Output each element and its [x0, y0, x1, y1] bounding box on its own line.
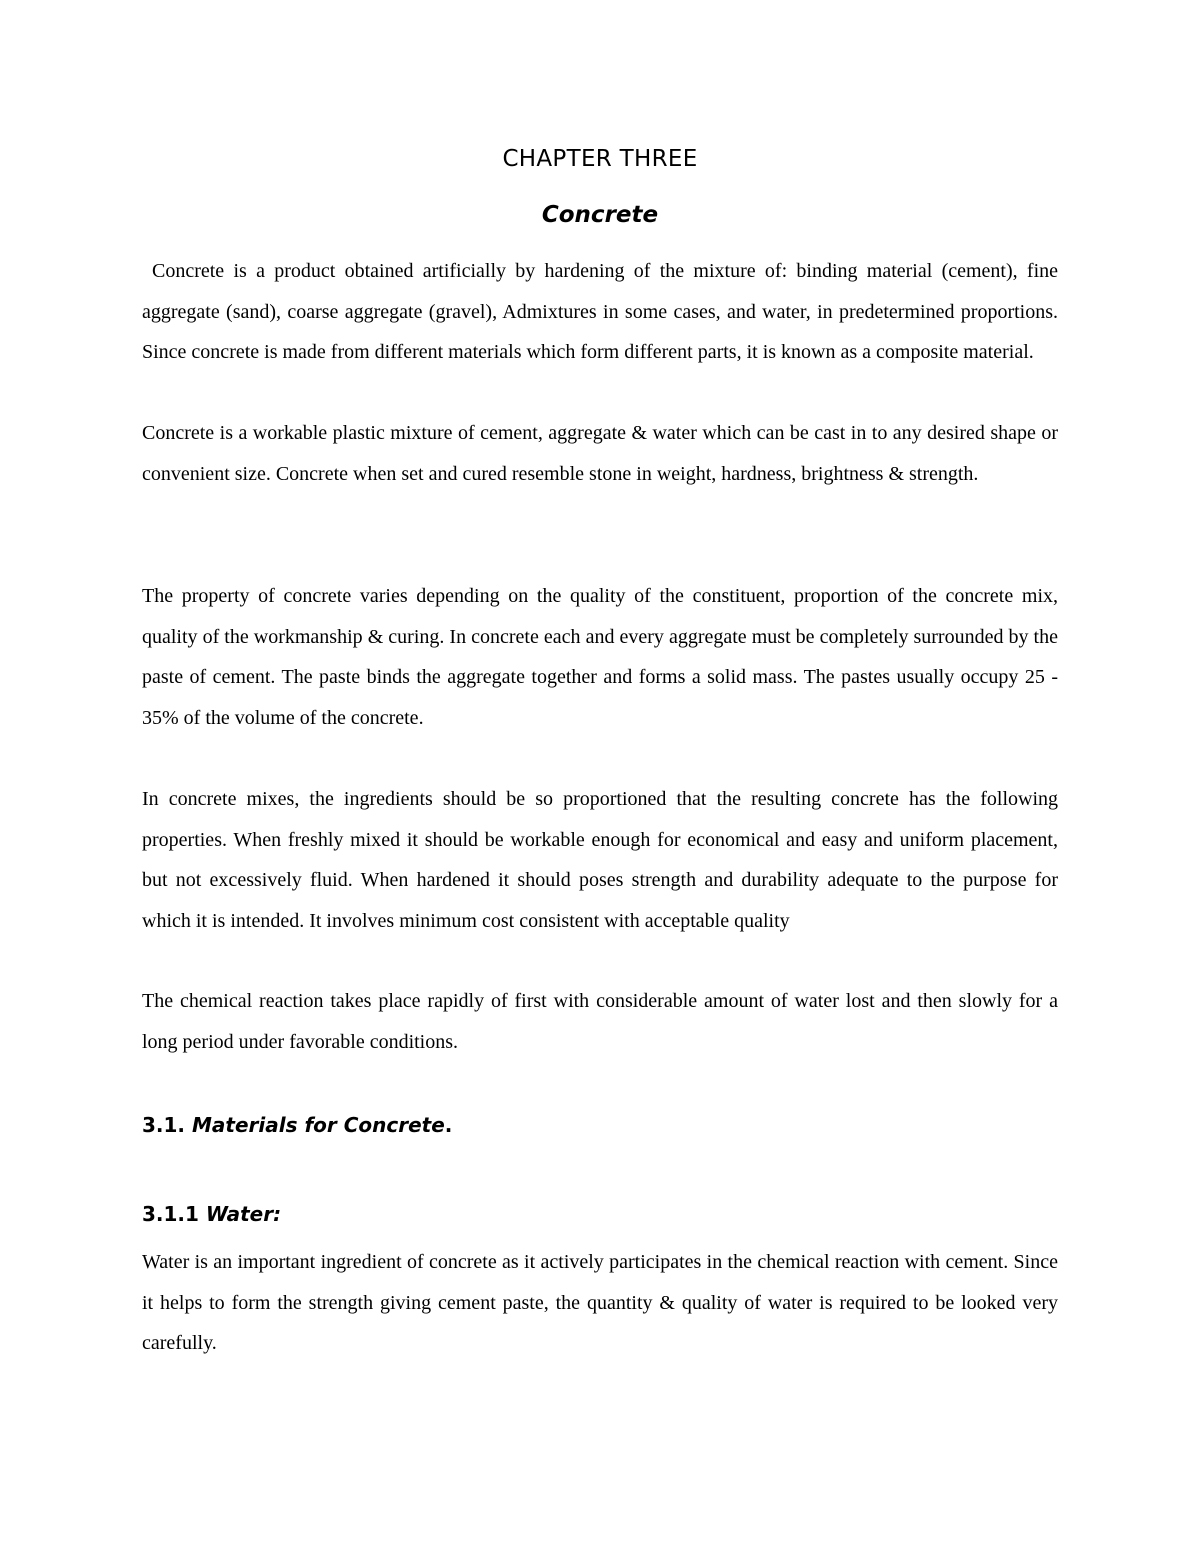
- section-heading-water: [142, 1202, 281, 1226]
- section-title: Water:: [205, 1202, 282, 1226]
- paragraph-workable-mixture: Concrete is a workable plastic mixture of cement, aggregate & water which can be cast in to any desired shape or convenient size. Concrete when set and cured resemble stone in weight, hardness, brightness & strength.: [142, 422, 1058, 485]
- section-heading-materials: [142, 1113, 452, 1137]
- paragraph-definition: Concrete is a product obtained artificially by hardening of the mixture of: binding material (cement), fine aggregate (sand), coarse aggregate (gravel), Admixtures in some cases, and water, in predetermined proportions. Since concrete is made from different materials which form different parts, it is known as a composite material.: [142, 260, 1058, 364]
- section-number: 3.1.: [142, 1113, 186, 1137]
- paragraph-mix-proportions: In concrete mixes, the ingredients should be so proportioned that the resulting concrete has the following properties. When freshly mixed it should be workable enough for economical and easy and uniform placement, but not excessively fluid. When hardened it should poses strength and durability adequate to the purpose for which it is intended. It involves minimum cost consistent with acceptable quality: [142, 788, 1058, 932]
- chapter-subtitle: Concrete: [541, 202, 659, 228]
- paragraph-chemical-reaction: The chemical reaction takes place rapidly of first with considerable amount of water lost and then slowly for a long period under favorable conditions.: [142, 990, 1058, 1053]
- paragraph-properties: The property of concrete varies depending on the quality of the constituent, proportion of the concrete mix, quality of the workmanship & curing. In concrete each and every aggregate must be completely surrounded by the paste of cement. The paste binds the aggregate together and forms a solid mass. The pastes usually occupy 25 - 35% of the volume of the concrete.: [142, 585, 1058, 729]
- section-number: 3.1.1: [142, 1202, 199, 1226]
- paragraph-water: Water is an important ingredient of concrete as it actively participates in the chemical reaction with cement. Since it helps to form the strength giving cement paste, the quantity & quality of water is required to be looked very carefully.: [142, 1251, 1058, 1355]
- section-title: Materials for Concrete: [192, 1113, 445, 1137]
- section-trailing: .: [444, 1113, 453, 1137]
- chapter-title: CHAPTER THREE: [502, 146, 698, 172]
